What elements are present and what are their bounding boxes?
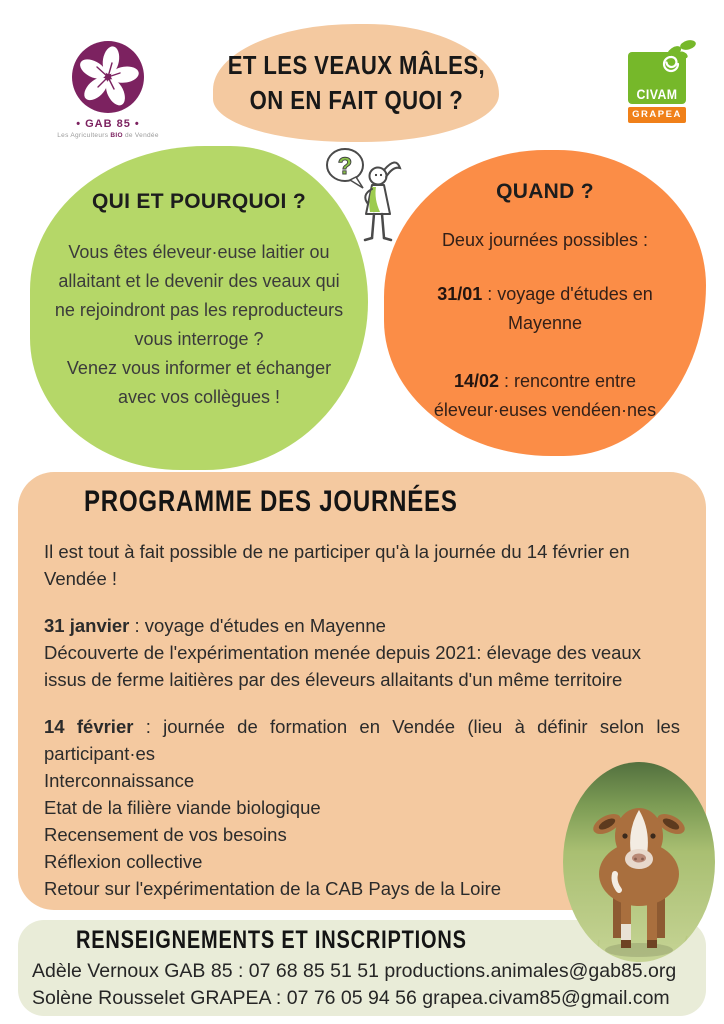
contact-line: Solène Rousselet GRAPEA : 07 76 05 94 56 grapea.civam85@gmail.com [32, 987, 670, 1009]
day2-item: Réflexion collective [44, 851, 203, 872]
civam-logo-box [628, 52, 686, 104]
page-title [227, 48, 484, 118]
question-mark-glyph: ? [337, 153, 353, 180]
programme-heading: PROGRAMME DES JOURNÉES [84, 485, 458, 518]
title-line-1: ET LES VEAUX MÂLES, [227, 49, 485, 80]
contact-line: Adèle Vernoux GAB 85 : 07 68 85 51 51 productions.animales@gab85.org [32, 960, 677, 982]
day2-title: : journée de formation en Vendée (lieu à définir selon les participant·es [44, 716, 680, 764]
day1-date: 31 janvier [44, 615, 130, 636]
day2-item: Interconnaissance [44, 770, 195, 791]
gab85-logo-subtitle [48, 132, 168, 139]
when-intro: Deux journées possibles : [441, 230, 649, 250]
day2-date: 14 février [44, 716, 134, 737]
when-item-2 [410, 367, 680, 425]
day2-item: Recensement de vos besoins [44, 824, 287, 845]
gab85-logo-name: • GAB 85 • [76, 118, 140, 130]
who-section [30, 146, 368, 470]
when-item-1-text: : voyage d'études en Mayenne [482, 284, 653, 333]
who-heading: QUI ET POURQUOI ? [92, 190, 306, 213]
title-banner [213, 24, 499, 142]
day1-title-row [44, 612, 680, 639]
civam-logo-name: CIVAM [636, 86, 678, 102]
grapea-logo-name: GRAPEA [628, 107, 686, 123]
thinking-person-doodle [320, 144, 408, 246]
when-item-1-date: 31/01 [437, 284, 483, 304]
calf-photo [563, 762, 715, 962]
contact-heading: RENSEIGNEMENTS ET INSCRIPTIONS [76, 926, 467, 954]
when-section [384, 150, 706, 456]
day1-title: : voyage d'études en Mayenne [129, 615, 386, 636]
spiral-icon [660, 54, 682, 76]
when-item-2-date: 14/02 [453, 371, 499, 391]
gab85-subtitle-post: de Vendée [122, 132, 159, 139]
when-item-1 [410, 280, 680, 338]
day1-description: Découverte de l'expérimentation menée depuis 2021: élevage des veaux issus de ferme laitières par des éleveurs allaitants d'un même territoire [44, 642, 641, 690]
when-heading: QUAND ? [496, 180, 594, 203]
gab85-flower-icon [71, 40, 145, 114]
who-body-1: Vous êtes éleveur·euse laitier ou allaitant et le devenir des veaux qui ne rejoindront pas les reproducteurs vous interroge ? [54, 242, 344, 349]
day2-item: Retour sur l'expérimentation de la CAB Pays de la Loire [44, 878, 502, 899]
calf-photo-illustration [563, 762, 715, 962]
gab85-logo [48, 40, 168, 139]
gab85-subtitle-bio: BIO [110, 132, 123, 139]
gab85-subtitle-pre: Les Agriculteurs [57, 132, 111, 139]
civam-grapea-logo [628, 40, 690, 123]
when-item-2-text: : rencontre entre éleveur·euses vendéen·nes [433, 371, 657, 420]
programme-intro: Il est tout à fait possible de ne participer qu'à la journée du 14 février en Vendée ! [44, 541, 630, 589]
programme-heading-row [44, 485, 680, 530]
day2-item: Etat de la filière viande biologique [44, 797, 321, 818]
day2-title-row [44, 713, 680, 767]
who-body-2: Venez vous informer et échanger avec vos collègues ! [66, 358, 332, 407]
title-line-2: ON EN FAIT QUOI ? [249, 85, 463, 115]
